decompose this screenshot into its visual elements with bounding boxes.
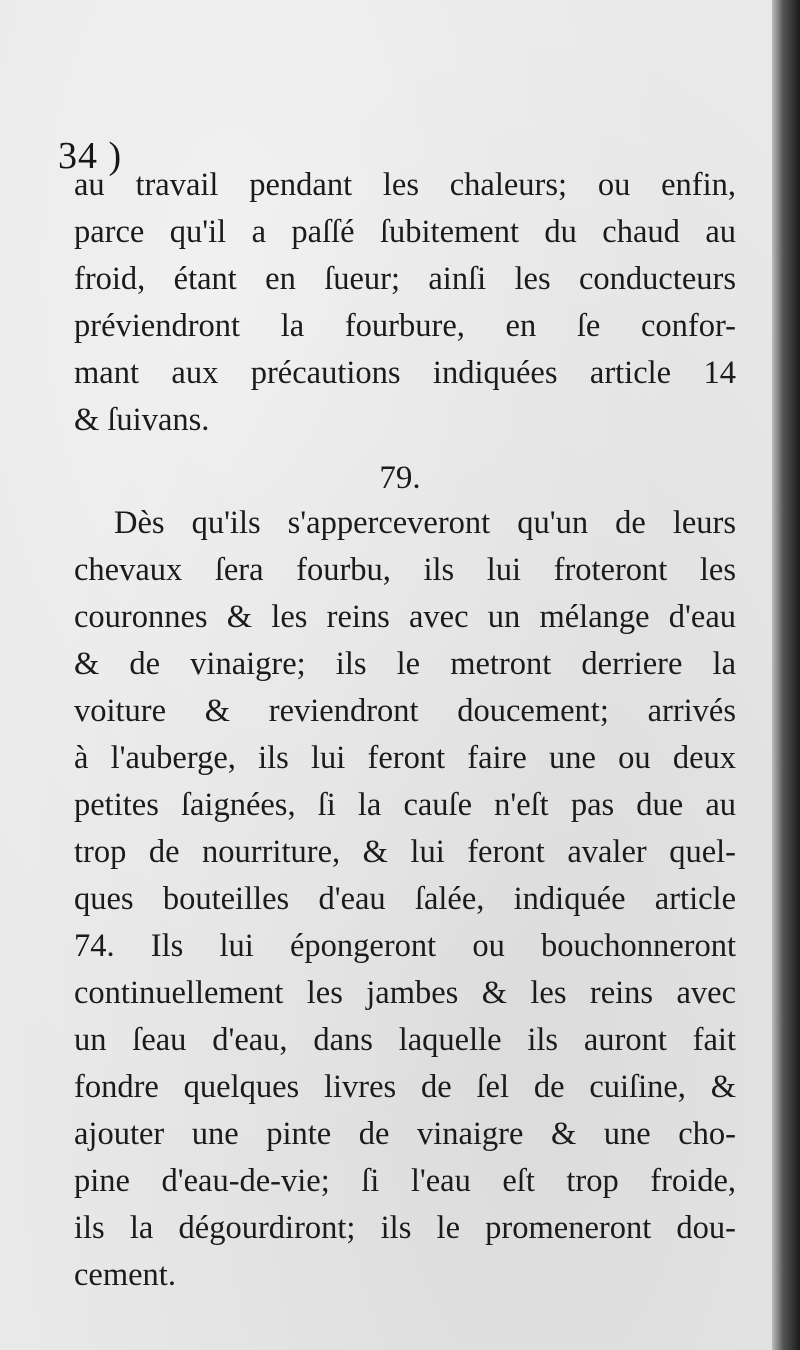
text-line: couronnes & les reins avec un mélange d'eau (74, 599, 736, 635)
text-line: un ſeau d'eau, dans laquelle ils auront fait (74, 1022, 736, 1058)
text-line: fondre quelques livres de ſel de cuiſine, & (74, 1069, 736, 1105)
text-line: ques bouteilles d'eau ſalée, indiquée article (74, 881, 736, 917)
text-line: voiture & reviendront doucement; arrivés (74, 693, 736, 729)
text-line: 74. Ils lui épongeront ou bouchonneront (74, 928, 736, 964)
page-edge-shadow (772, 0, 800, 1350)
text-line: parce qu'il a paſſé ſubitement du chaud au (74, 214, 736, 250)
text-line: & de vinaigre; ils le metront derriere la (74, 646, 736, 682)
text-line: Dès qu'ils s'apperceveront qu'un de leurs (114, 505, 736, 541)
page-number: 34 ) (58, 135, 123, 177)
text-line: à l'auberge, ils lui feront faire une ou deux (74, 740, 736, 776)
paragraph-continuation (74, 162, 736, 444)
text-line: froid, étant en ſueur; ainſi les conducteurs (74, 261, 736, 297)
text-line: cement. (74, 1257, 176, 1293)
text-line: pine d'eau-de-vie; ſi l'eau eſt trop froide, (74, 1163, 736, 1199)
text-line: ils la dégourdiront; ils le promeneront dou- (74, 1210, 736, 1246)
article-heading: 79. (379, 460, 421, 496)
text-line: ajouter une pinte de vinaigre & une cho- (74, 1116, 736, 1152)
article-paragraph (74, 500, 736, 1299)
text-line: préviendront la fourbure, en ſe confor- (74, 308, 736, 344)
text-line: mant aux précautions indiquées article 14 (74, 355, 736, 391)
text-line: au travail pendant les chaleurs; ou enfin, (74, 167, 736, 203)
text-line: petites ſaignées, ſi la cauſe n'eſt pas due au (74, 787, 736, 823)
text-line: trop de nourriture, & lui feront avaler quel- (74, 834, 736, 870)
text-line: chevaux ſera fourbu, ils lui froteront les (74, 552, 736, 588)
text-line: continuellement les jambes & les reins avec (74, 975, 736, 1011)
text-line: & ſuivans. (74, 402, 210, 438)
